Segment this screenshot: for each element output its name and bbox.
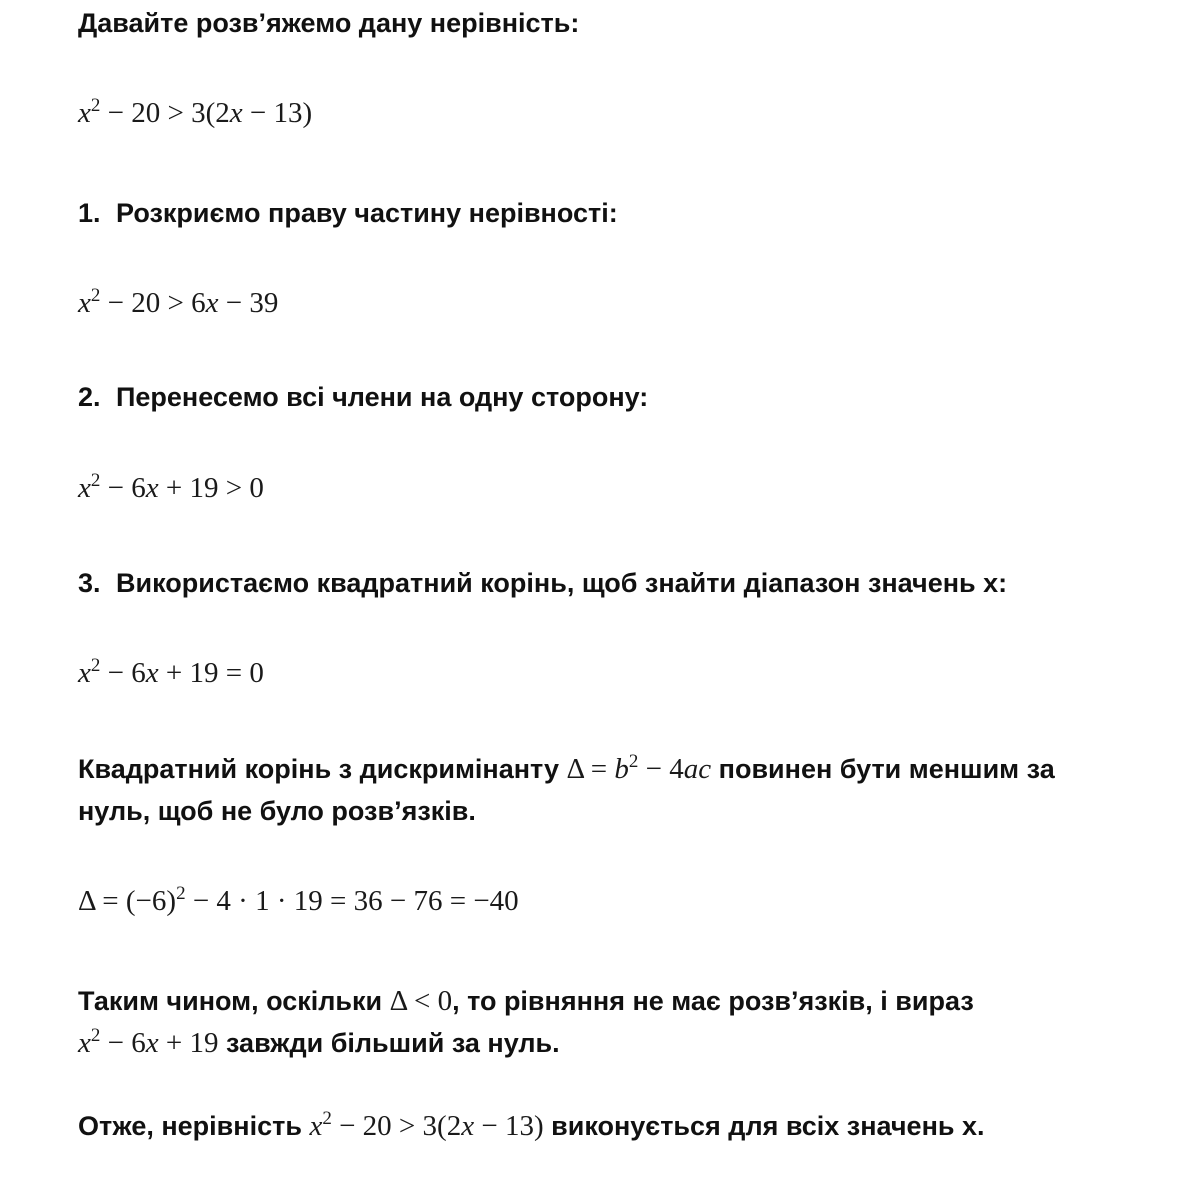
final-answer: Отже, нерівність $x^2 - 20 > 3(2x - 13)$ виконується для всіх значень x. xyxy=(78,1108,985,1142)
step-2-heading xyxy=(78,376,648,418)
conclusion-line2: $x^2 - 6x + 19$ завжди більший за нуль. xyxy=(78,1025,560,1059)
step-label: Перенесемо всі члени на одну сторону: xyxy=(116,382,649,412)
quadratic-equation: $x^2 - 6x + 19 = 0$ xyxy=(78,655,264,689)
discriminant-formula: $\Delta = b^2 - 4ac$ xyxy=(566,751,712,785)
original-inequality: $x^2 - 20 > 3(2x - 13)$ xyxy=(78,95,313,129)
step-number: 3. xyxy=(78,568,101,598)
discriminant-explanation-line2: нуль, щоб не було розв’язків. xyxy=(78,796,476,826)
step-number: 2. xyxy=(78,382,101,412)
step-3-heading xyxy=(78,562,1007,604)
discriminant-explanation-line1: Квадратний корінь з дискримінанту $\Delta = b^2 - 4ac$ повинен бути меншим за xyxy=(78,751,1055,785)
discriminant-calculation: $\Delta = (-6)^2 - 4 \cdot 1 \cdot 19 = 36 - 76 = -40$ xyxy=(78,883,519,917)
step-label: Використаємо квадратний корінь, щоб знайти діапазон значень x: xyxy=(116,568,1008,598)
rearranged-inequality: $x^2 - 6x + 19 > 0$ xyxy=(78,470,264,504)
conclusion-line1: Таким чином, оскільки Δ < 0, то рівняння не має розв’язків, і вираз xyxy=(78,985,974,1017)
expanded-inequality: $x^2 - 20 > 6x - 39$ xyxy=(78,285,279,319)
intro-text: Давайте розв’яжемо дану нерівність: xyxy=(78,8,580,38)
step-label: Розкриємо праву частину нерівності: xyxy=(116,198,618,228)
step-1-heading xyxy=(78,192,618,234)
step-number: 1. xyxy=(78,198,101,228)
